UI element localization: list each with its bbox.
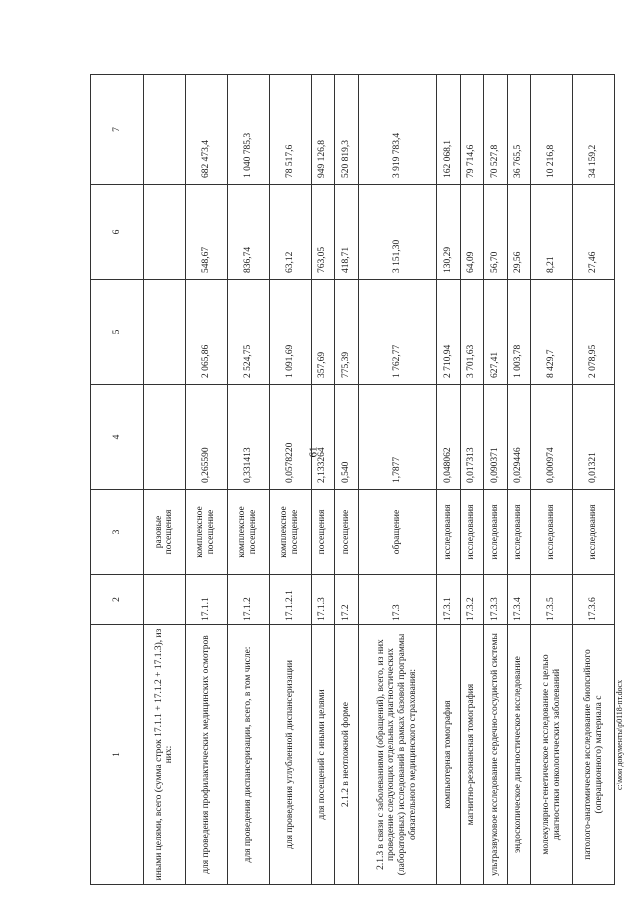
row-value-cell: 1 091,69 xyxy=(269,280,311,385)
row-value-cell: 70 527,8 xyxy=(484,75,507,185)
row-value-cell: 0,048062 xyxy=(437,385,460,490)
column-number: 5 xyxy=(91,280,144,385)
row-value-cell: 0,029446 xyxy=(507,385,530,490)
table-row xyxy=(185,75,227,885)
row-name-cell: для проведения диспансеризации, всего, в том числе: xyxy=(227,625,269,885)
row-unit-cell: обращение xyxy=(358,490,437,575)
table-row xyxy=(484,75,507,885)
row-value-cell: 0,000974 xyxy=(531,385,573,490)
row-name-cell: ультразвуковое исследование сердечно-сосудистой системы xyxy=(484,625,507,885)
row-value-cell: 0,540 xyxy=(335,385,358,490)
row-value-cell: 162 068,1 xyxy=(437,75,460,185)
row-code-cell: 17.3.5 xyxy=(531,575,573,625)
table-row xyxy=(573,75,615,885)
row-value-cell: 682 473,4 xyxy=(185,75,227,185)
row-value-cell: 0,090371 xyxy=(484,385,507,490)
row-code-cell: 17.1.2.1 xyxy=(269,575,311,625)
table-row xyxy=(507,75,530,885)
row-code-cell: 17.2 xyxy=(335,575,358,625)
row-name-cell: молекулярно-генетическое исследование с целью диагностики онкологических заболеваний xyxy=(531,625,573,885)
row-unit-cell: комплексное посещение xyxy=(185,490,227,575)
column-number: 6 xyxy=(91,185,144,280)
row-value-cell: 2 078,95 xyxy=(573,280,615,385)
row-value-cell: 418,71 xyxy=(335,185,358,280)
row-unit-cell: исследования xyxy=(484,490,507,575)
row-unit-cell: исследования xyxy=(437,490,460,575)
row-unit-cell: исследования xyxy=(531,490,573,575)
row-unit-cell: комплексное посещение xyxy=(227,490,269,575)
row-unit-cell: исследования xyxy=(573,490,615,575)
data-table xyxy=(90,74,615,885)
row-value-cell: 10 216,8 xyxy=(531,75,573,185)
row-value-cell: 1 762,77 xyxy=(358,280,437,385)
table-row xyxy=(269,75,311,885)
row-name-cell: компьютерная томография xyxy=(437,625,460,885)
row-value-cell: 63,12 xyxy=(269,185,311,280)
row-value-cell xyxy=(144,75,186,185)
row-value-cell: 3 701,63 xyxy=(460,280,483,385)
row-name-cell: эндоскопическое диагностическое исследование xyxy=(507,625,530,885)
row-name-cell: для посещений с иными целями xyxy=(311,625,334,885)
table-row xyxy=(460,75,483,885)
row-code-cell: 17.3.4 xyxy=(507,575,530,625)
column-number: 7 xyxy=(91,75,144,185)
row-code-cell: 17.3.1 xyxy=(437,575,460,625)
row-code-cell: 17.1.2 xyxy=(227,575,269,625)
row-unit-cell: посещение xyxy=(335,490,358,575)
row-value-cell: 79 714,6 xyxy=(460,75,483,185)
row-value-cell: 0,331413 xyxy=(227,385,269,490)
table-row xyxy=(437,75,460,885)
table-row xyxy=(311,75,334,885)
column-number: 3 xyxy=(91,490,144,575)
row-code-cell: 17.3.2 xyxy=(460,575,483,625)
row-name-cell: 2.1.3 в связи с заболеваниями (обращений), всего, из них проведение следующих отдельных диагностических (лабораторных) исследований в рамках базовой программы обязательного медицинского страхования: xyxy=(358,625,437,885)
row-value-cell xyxy=(144,185,186,280)
row-value-cell: 0,0578220 xyxy=(269,385,311,490)
row-value-cell: 763,05 xyxy=(311,185,334,280)
row-value-cell: 34 159,2 xyxy=(573,75,615,185)
row-value-cell: 2,133264 xyxy=(311,385,334,490)
row-name-cell: патолого-анатомическое исследование биопсийного (операционного) материала с xyxy=(573,625,615,885)
table-row xyxy=(227,75,269,885)
row-value-cell: 3 919 783,4 xyxy=(358,75,437,185)
table-row xyxy=(358,75,437,885)
row-name-cell: иными целями, всего (сумма строк 17.1.1 + 17.1.2 + 17.1.3), из них: xyxy=(144,625,186,885)
row-value-cell: 949 126,8 xyxy=(311,75,334,185)
row-value-cell: 836,74 xyxy=(227,185,269,280)
row-value-cell: 548,67 xyxy=(185,185,227,280)
row-name-cell: для проведения профилактических медицинских осмотров xyxy=(185,625,227,885)
row-value-cell xyxy=(144,280,186,385)
row-value-cell: 520 819,3 xyxy=(335,75,358,185)
row-value-cell: 130,29 xyxy=(437,185,460,280)
row-unit-cell: исследования xyxy=(460,490,483,575)
row-value-cell: 36 765,5 xyxy=(507,75,530,185)
row-code-cell: 17.3 xyxy=(358,575,437,625)
row-value-cell: 627,41 xyxy=(484,280,507,385)
column-number: 1 xyxy=(91,625,144,885)
row-value-cell: 0,017313 xyxy=(460,385,483,490)
row-code-cell: 17.3.6 xyxy=(573,575,615,625)
row-value-cell: 1,7877 xyxy=(358,385,437,490)
row-value-cell: 0,265590 xyxy=(185,385,227,490)
row-value-cell: 8 429,7 xyxy=(531,280,573,385)
row-value-cell: 64,09 xyxy=(460,185,483,280)
column-number: 2 xyxy=(91,575,144,625)
row-value-cell: 1 003,78 xyxy=(507,280,530,385)
row-code-cell xyxy=(144,575,186,625)
row-value-cell: 78 517,6 xyxy=(269,75,311,185)
table-body xyxy=(91,75,615,885)
column-number: 4 xyxy=(91,385,144,490)
row-value-cell: 29,56 xyxy=(507,185,530,280)
row-value-cell: 357,69 xyxy=(311,280,334,385)
column-number-row xyxy=(91,75,144,885)
row-name-cell: 2.1.2 в неотложной форме xyxy=(335,625,358,885)
row-value-cell: 3 151,30 xyxy=(358,185,437,280)
row-value-cell: 2 524,75 xyxy=(227,280,269,385)
row-unit-cell: исследования xyxy=(507,490,530,575)
table-row xyxy=(335,75,358,885)
row-name-cell: магнитно-резонансная томография xyxy=(460,625,483,885)
row-value-cell: 1 040 785,3 xyxy=(227,75,269,185)
row-unit-cell: комплексное посещение xyxy=(269,490,311,575)
row-value-cell: 8,21 xyxy=(531,185,573,280)
row-value-cell: 56,70 xyxy=(484,185,507,280)
row-unit-cell: разовые посещения xyxy=(144,490,186,575)
row-value-cell xyxy=(144,385,186,490)
row-unit-cell: посещения xyxy=(311,490,334,575)
row-value-cell: 775,39 xyxy=(335,280,358,385)
row-code-cell: 17.1.3 xyxy=(311,575,334,625)
table-container xyxy=(90,75,615,885)
page-number: 61 xyxy=(307,446,320,458)
row-code-cell: 17.1.1 xyxy=(185,575,227,625)
row-value-cell: 2 710,94 xyxy=(437,280,460,385)
footer-file-path: с:\мои документы\р0118-пт.docx xyxy=(615,679,624,790)
row-value-cell: 27,46 xyxy=(573,185,615,280)
row-code-cell: 17.3.3 xyxy=(484,575,507,625)
row-value-cell: 0,01321 xyxy=(573,385,615,490)
table-row xyxy=(144,75,186,885)
row-value-cell: 2 065,86 xyxy=(185,280,227,385)
row-name-cell: для проведения углубленной диспансеризации xyxy=(269,625,311,885)
table-row xyxy=(531,75,573,885)
